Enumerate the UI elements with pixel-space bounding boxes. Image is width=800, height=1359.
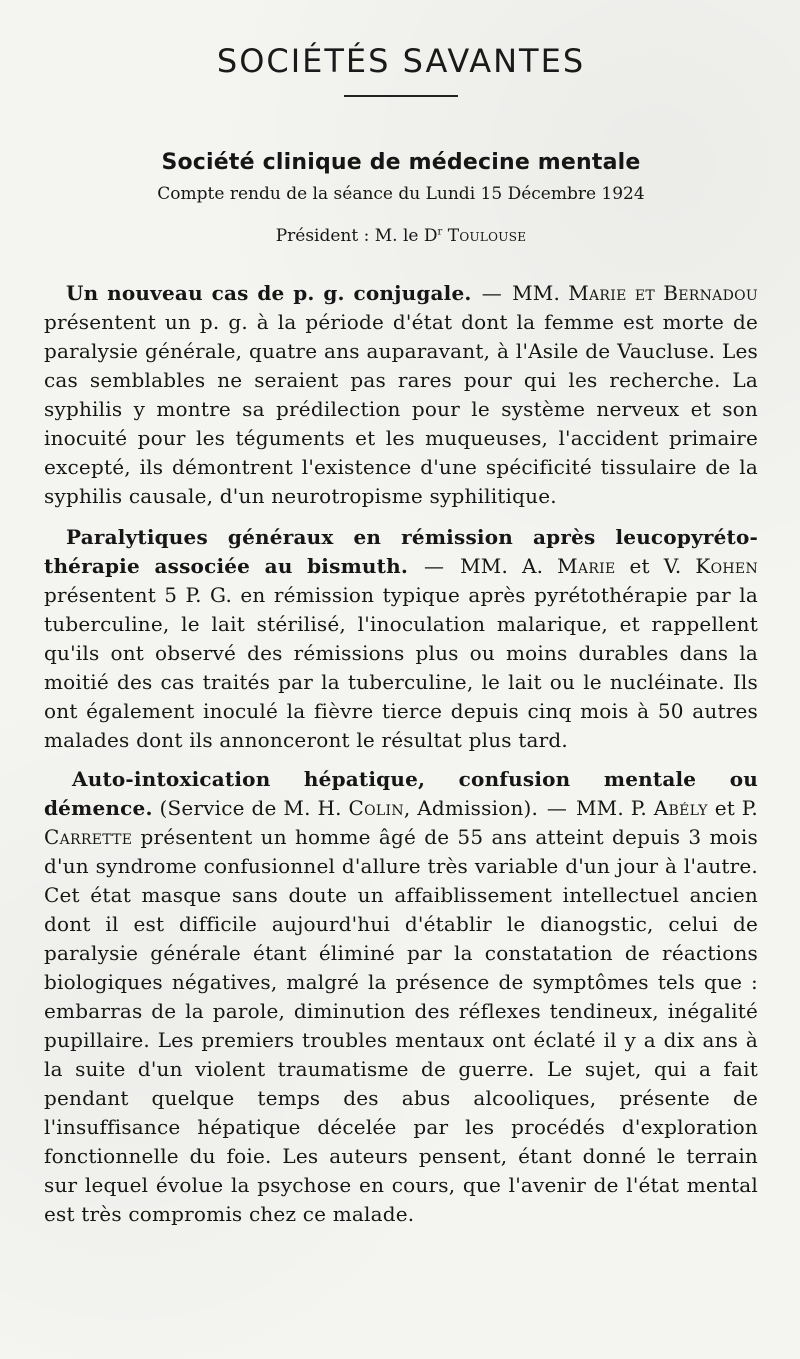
article-3-service-name: Colin — [348, 796, 404, 820]
president-name: Toulouse — [447, 226, 527, 246]
article-1-authors: Marie et Bernadou — [568, 281, 758, 305]
article-2-dash: — — [410, 554, 459, 578]
article-2-author-2: Kohen — [695, 554, 758, 578]
article-3-service-end: , Admission). — [403, 796, 539, 820]
article-3-authors-lead: MM. P. — [575, 796, 654, 820]
society-name: Société clinique de médecine mentale — [161, 150, 641, 175]
article-3-heading: Auto-intoxication hépatique, confusion mentale ou démence. — [44, 767, 758, 820]
article-3-body: présentent un homme âgé de 55 ans atteint depuis 3 mois d'un syndrome confusionnel d'allure très variable d'un jour à l'autre. Cet état masque sans doute un affaiblissement intellectuel ancien dont il est difficile aujourd'hui d'établir le dianogstic, celui de paralysie générale étant éliminé par la constatation de réactions biologiques négatives, malgré la présence de symptômes tels que : embarras de la parole, diminution des réflexes tendineux, inégalité pupillaire. Les premiers troubles mentaux ont éclaté il y a dix ans à la suite d'un violent traumatisme de guerre. Le sujet, qui a fait pendant quelque temps des abus alcooliques, présente de l'insuffisance hépatique décelée par les procédés d'exploration fonctionnelle du foie. Les auteurs pensent, étant donné le terrain sur lequel évolue la psychose en cours, que l'avenir de l'état mental est très compromis chez ce malade. — [44, 825, 758, 1226]
section-title: SOCIÉTÉS SAVANTES — [216, 42, 586, 80]
article-1-dash: — — [473, 281, 511, 305]
article-3-author-2: Carrette — [44, 825, 133, 849]
session-line: Compte rendu de la séance du Lundi 15 Décembre 1924 — [157, 184, 645, 204]
article-2-body: présentent 5 P. G. en rémission typique après pyrétothérapie par la tuberculine, le lait stérilisé, l'inoculation malarique, et rappellent qu'ils ont observé des rémissions plus ou moins durables dans la moitié des cas traités par la tuberculine, le lait ou le nucléinate. Ils ont également inoculé la fièvre tierce depuis cinq mois à 50 autres malades dont ils annonceront le résultat plus tard. — [44, 583, 758, 752]
article-2-authors-join: et V. — [615, 554, 696, 578]
president-prefix: Président : M. le D — [275, 226, 438, 246]
president-line — [44, 223, 758, 249]
article-3-dash: — — [540, 796, 574, 820]
president-sup: r — [437, 226, 443, 238]
article-2-authors-lead: MM. A. — [460, 554, 558, 578]
article-1-body: présentent un p. g. à la période d'état dont la femme est morte de paralysie générale, quatre ans auparavant, à l'Asile de Vaucluse. Les cas semblables ne seraient pas rares pour qui les recherche. La syphilis y montre sa prédilection pour le système nerveux et son inocuité pour les téguments et les muqueuses, l'accident primaire excepté, ils démontrent l'existence d'une spécificité tissulaire de la syphilis causale, d'un neurotropisme syphilitique. — [44, 310, 758, 508]
article-1 — [44, 279, 758, 511]
article-2-author-1: Marie — [557, 554, 616, 578]
article-2-heading: Paralytiques généraux en rémission après leucopyréto-thérapie associée au bismuth. — [44, 525, 758, 578]
article-3-authors-join: et P. — [707, 796, 758, 820]
article-1-authors-lead: MM. — [512, 281, 569, 305]
title-underline — [344, 95, 458, 97]
article-1-heading: Un nouveau cas de p. g. conjugale. — [66, 281, 472, 305]
article-3 — [44, 765, 758, 1229]
article-3-author-1: Abély — [653, 796, 708, 820]
article-2 — [44, 523, 758, 755]
article-3-service-lead: (Service de M. H. — [152, 796, 349, 820]
